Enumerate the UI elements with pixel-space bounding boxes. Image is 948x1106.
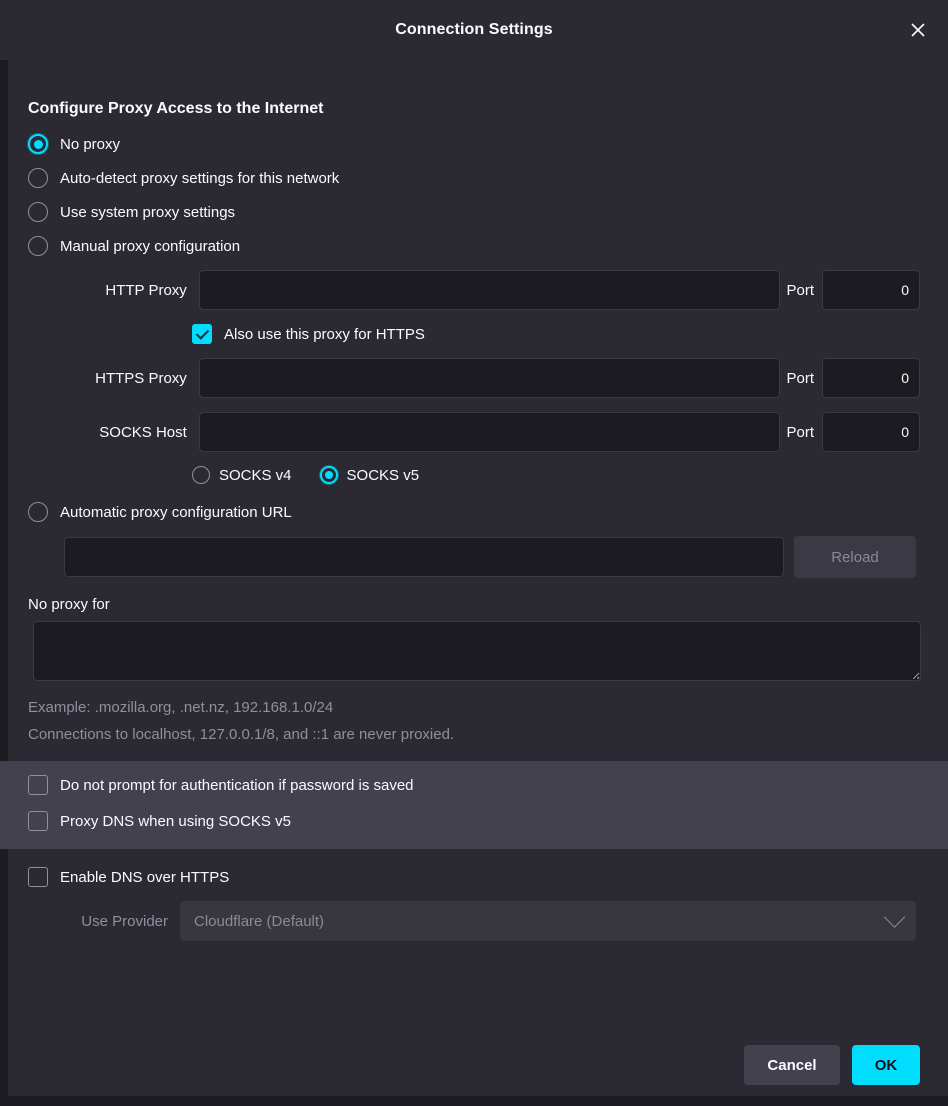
radio-no-proxy-indicator	[28, 134, 48, 154]
http-port-input[interactable]	[822, 270, 920, 310]
radio-auto-detect-indicator	[28, 168, 48, 188]
dialog-titlebar	[0, 0, 948, 60]
ok-button[interactable]: OK	[852, 1045, 920, 1085]
http-proxy-label: HTTP Proxy	[105, 281, 187, 299]
cancel-button[interactable]: Cancel	[744, 1045, 840, 1085]
radio-auto-detect-label: Auto-detect proxy settings for this network	[60, 169, 340, 187]
http-port-label: Port	[786, 281, 814, 299]
close-button[interactable]	[898, 10, 938, 50]
close-icon	[908, 20, 928, 40]
checkbox-no-auth-prompt[interactable]	[28, 775, 920, 795]
also-https-label: Also use this proxy for HTTPS	[224, 325, 425, 343]
checkbox-doh[interactable]	[28, 867, 920, 887]
no-proxy-note: Connections to localhost, 127.0.0.1/8, and ::1 are never proxied.	[28, 726, 455, 743]
https-proxy-label: HTTPS Proxy	[95, 369, 187, 387]
radio-socks-v5[interactable]	[320, 466, 420, 484]
proxy-dns-label: Proxy DNS when using SOCKS v5	[60, 812, 291, 830]
no-proxy-for-input[interactable]	[33, 621, 921, 681]
no-auth-prompt-checkbox[interactable]	[28, 775, 48, 795]
dialog-footer	[0, 1034, 948, 1096]
https-port-input[interactable]	[822, 358, 920, 398]
radio-system-proxy-indicator	[28, 202, 48, 222]
page-title: Configure Proxy Access to the Internet	[28, 100, 324, 117]
socks-port-input[interactable]	[822, 412, 920, 452]
socks-host-label: SOCKS Host	[99, 423, 187, 441]
radio-pac-url[interactable]	[28, 502, 920, 522]
doh-checkbox[interactable]	[28, 867, 48, 887]
radio-pac-url-indicator	[28, 502, 48, 522]
radio-socks-v4[interactable]	[192, 466, 292, 484]
no-proxy-example: Example: .mozilla.org, .net.nz, 192.168.1.0/24	[28, 699, 334, 716]
radio-socks-v4-indicator	[192, 466, 210, 484]
no-proxy-for-label: No proxy for	[28, 596, 110, 613]
radio-socks-v4-label: SOCKS v4	[219, 466, 292, 484]
socks-version-group	[192, 466, 920, 484]
checkbox-proxy-dns[interactable]	[28, 811, 920, 831]
socks-port-label: Port	[786, 423, 814, 441]
radio-socks-v5-indicator	[320, 466, 338, 484]
proxy-dns-checkbox[interactable]	[28, 811, 48, 831]
socks-host-input[interactable]	[199, 412, 781, 452]
http-proxy-input[interactable]	[199, 270, 781, 310]
socks-host-row	[28, 412, 920, 452]
provider-label: Use Provider	[81, 912, 168, 930]
dialog-title: Connection Settings	[395, 21, 553, 38]
radio-system-proxy-label: Use system proxy settings	[60, 203, 236, 221]
radio-auto-detect[interactable]	[28, 168, 920, 188]
reload-button[interactable]: Reload	[794, 536, 916, 578]
pac-url-input[interactable]	[64, 537, 784, 577]
radio-no-proxy[interactable]	[28, 134, 920, 154]
http-proxy-row	[28, 270, 920, 310]
https-proxy-input[interactable]	[199, 358, 781, 398]
provider-select[interactable]	[180, 901, 916, 941]
provider-selected-value: Cloudflare (Default)	[194, 912, 325, 930]
radio-manual-proxy[interactable]	[28, 236, 920, 256]
also-https-checkbox[interactable]	[192, 324, 212, 344]
doh-label: Enable DNS over HTTPS	[60, 868, 230, 886]
also-https-row[interactable]	[192, 324, 920, 344]
https-proxy-row	[28, 358, 920, 398]
radio-manual-proxy-indicator	[28, 236, 48, 256]
no-auth-prompt-label: Do not prompt for authentication if password is saved	[60, 776, 414, 794]
pac-url-row	[64, 536, 920, 578]
chevron-down-icon	[884, 906, 905, 927]
radio-no-proxy-label: No proxy	[60, 135, 121, 153]
radio-socks-v5-label: SOCKS v5	[346, 466, 420, 484]
radio-pac-url-label: Automatic proxy configuration URL	[60, 503, 292, 521]
radio-manual-proxy-label: Manual proxy configuration	[60, 237, 241, 255]
radio-system-proxy[interactable]	[28, 202, 920, 222]
dialog-content	[0, 60, 948, 1106]
provider-row	[28, 901, 920, 941]
auth-options-group	[0, 761, 948, 849]
https-port-label: Port	[786, 369, 814, 387]
